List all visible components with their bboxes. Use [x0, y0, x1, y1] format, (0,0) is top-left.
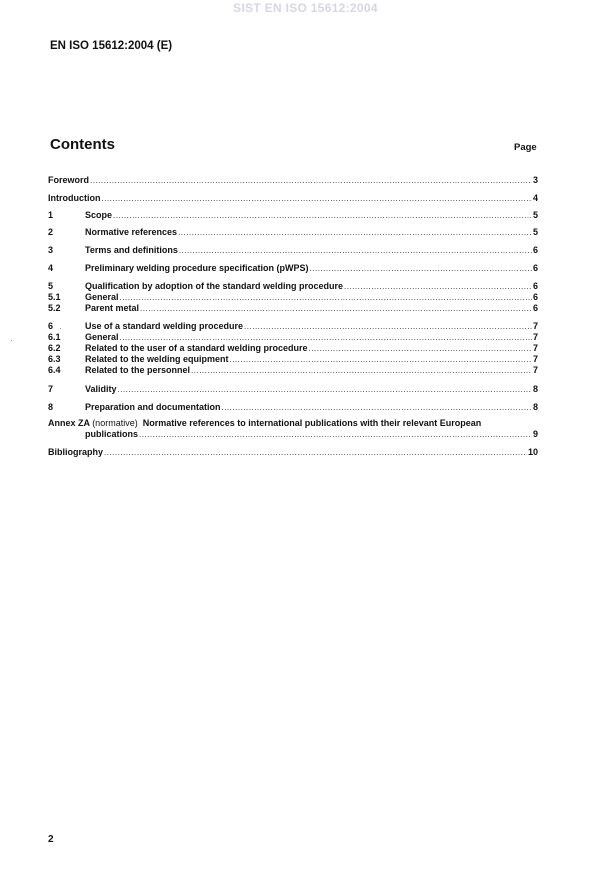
toc-entry-label: Terms and definitions	[85, 245, 178, 255]
toc-entry-annex-za-continuation[interactable]	[85, 429, 538, 440]
scan-speck: ·	[10, 336, 13, 345]
toc-entry-label: Parent metal	[85, 303, 140, 313]
toc-entry-label: General	[85, 292, 119, 302]
dot-leader	[310, 263, 532, 274]
toc-entry-terms-and-definitions[interactable]	[48, 245, 538, 256]
toc-entry-label: Qualification by adoption of the standard welding procedure	[85, 281, 344, 291]
toc-entry-page: 3	[532, 175, 538, 185]
toc-entry-qualification[interactable]	[48, 281, 538, 292]
toc-entry-label: Use of a standard welding procedure	[85, 321, 244, 331]
dot-leader	[104, 447, 527, 458]
toc-entry-page: 4	[532, 193, 538, 203]
toc-entry-label: Related to the personnel	[85, 365, 191, 375]
scan-speck: ·	[59, 324, 62, 333]
toc-entry-page: 9	[532, 429, 538, 439]
toc-entry-5-1-general[interactable]	[48, 292, 538, 303]
toc-entry-use-of-standard-procedure[interactable]	[48, 321, 538, 332]
toc-entry-page: 7	[532, 332, 538, 342]
watermark: SIST EN ISO 15612:2004	[233, 1, 378, 15]
annex-prefix: Annex ZA	[48, 418, 90, 428]
toc-entry-label: Preparation and documentation	[85, 402, 221, 412]
toc-entry-page: 5	[532, 227, 538, 237]
toc-entry-number: 8	[48, 402, 54, 412]
dot-leader	[120, 332, 532, 343]
toc-entry-bibliography[interactable]	[48, 447, 538, 458]
toc-entry-page: 6	[532, 281, 538, 291]
toc-entry-6-1-general[interactable]	[48, 332, 538, 343]
toc-entry-scope[interactable]	[48, 210, 538, 221]
toc-entry-label: Bibliography	[48, 447, 104, 457]
toc-entry-annex-za[interactable]	[48, 418, 481, 429]
dot-leader	[113, 210, 532, 221]
toc-entry-page: 8	[532, 402, 538, 412]
toc-entry-page: 6	[532, 292, 538, 302]
toc-entry-6-2-user[interactable]	[48, 343, 538, 354]
toc-entry-page: 6	[532, 303, 538, 313]
annex-title-line1: Normative references to international publications with their relevant European	[142, 418, 482, 428]
dot-leader	[102, 193, 532, 204]
dot-leader	[90, 175, 532, 186]
toc-entry-page: 7	[532, 354, 538, 364]
dot-leader	[244, 321, 532, 332]
toc-entry-number: 6	[48, 321, 54, 331]
dot-leader	[179, 245, 532, 256]
dot-leader	[309, 343, 532, 354]
dot-leader	[222, 402, 532, 413]
toc-entry-number: 2	[48, 227, 54, 237]
dot-leader	[139, 429, 532, 440]
toc-entry-number: 4	[48, 263, 54, 273]
toc-entry-number: 5.1	[48, 292, 61, 302]
toc-entry-6-4-personnel[interactable]	[48, 365, 538, 376]
toc-entry-number: 6.4	[48, 365, 61, 375]
toc-entry-label: Preliminary welding procedure specification (pWPS)	[85, 263, 309, 273]
annex-title-line2: publications	[85, 429, 139, 439]
dot-leader	[344, 281, 532, 292]
dot-leader	[118, 384, 532, 395]
toc-entry-number: 6.2	[48, 343, 61, 353]
toc-entry-label: Related to the welding equipment	[85, 354, 229, 364]
footer-page-number: 2	[48, 834, 54, 845]
toc-entry-label: General	[85, 332, 119, 342]
toc-entry-number: 6.3	[48, 354, 61, 364]
toc-entry-label: Validity	[85, 384, 117, 394]
document-id: EN ISO 15612:2004 (E)	[50, 40, 173, 52]
toc-entry-page: 8	[532, 384, 538, 394]
toc-entry-number: 6.1	[48, 332, 61, 342]
toc-entry-page: 7	[532, 343, 538, 353]
toc-entry-label: Introduction	[48, 193, 101, 203]
toc-entry-foreword[interactable]	[48, 175, 538, 186]
dot-leader	[230, 354, 532, 365]
toc-entry-page: 10	[527, 447, 538, 457]
dot-leader	[191, 365, 532, 376]
toc-entry-page: 6	[532, 263, 538, 273]
toc-entry-pwps[interactable]	[48, 263, 538, 274]
toc-entry-number: 7	[48, 384, 54, 394]
toc-entry-page: 7	[532, 321, 538, 331]
toc-entry-preparation[interactable]	[48, 402, 538, 413]
toc-entry-5-2-parent-metal[interactable]	[48, 303, 538, 314]
toc-entry-number: 5.2	[48, 303, 61, 313]
toc-entry-6-3-equipment[interactable]	[48, 354, 538, 365]
dot-leader	[120, 292, 532, 303]
toc-entry-label: Foreword	[48, 175, 90, 185]
toc-entry-page: 6	[532, 245, 538, 255]
page-column-heading: Page	[514, 142, 537, 153]
toc-entry-label: Scope	[85, 210, 113, 220]
toc-entry-number: 3	[48, 245, 54, 255]
toc-entry-validity[interactable]	[48, 384, 538, 395]
toc-entry-page: 5	[532, 210, 538, 220]
toc-entry-number: 1	[48, 210, 54, 220]
toc-entry-label: Related to the user of a standard welding procedure	[85, 343, 308, 353]
toc-entry-normative-references[interactable]	[48, 227, 538, 238]
toc-entry-number: 5	[48, 281, 54, 291]
dot-leader	[140, 303, 532, 314]
annex-kind: (normative)	[92, 418, 138, 428]
toc-entry-introduction[interactable]	[48, 193, 538, 204]
contents-title: Contents	[50, 136, 115, 153]
toc-entry-label: Normative references	[85, 227, 178, 237]
toc-entry-page: 7	[532, 365, 538, 375]
dot-leader	[178, 227, 532, 238]
